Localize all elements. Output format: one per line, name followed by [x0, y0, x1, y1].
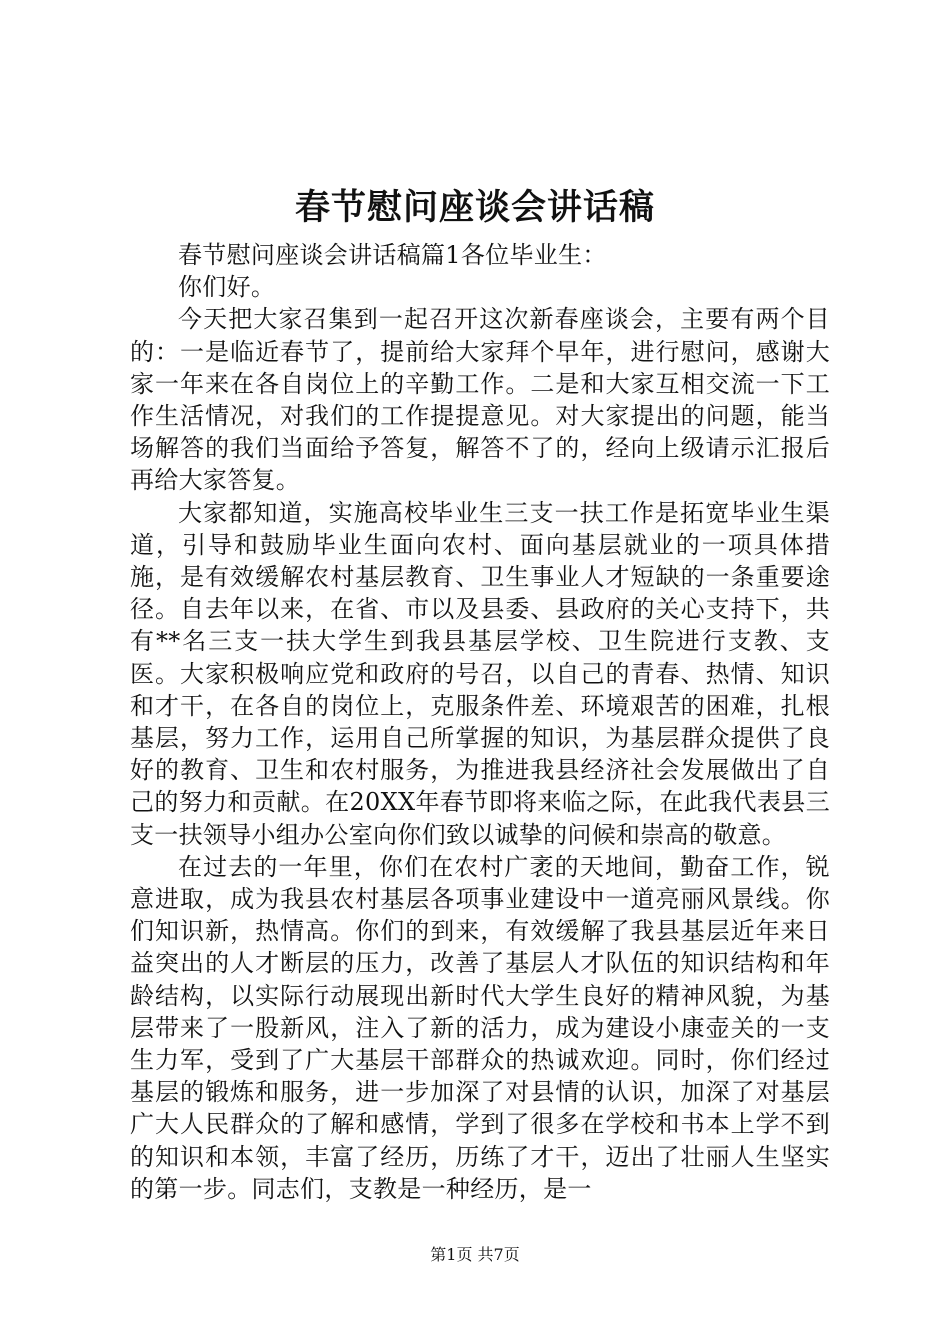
page-number-footer: 第1页 共7页: [430, 1245, 520, 1264]
paragraph-background: 大家都知道，实施高校毕业生三支一扶工作是拓宽毕业生渠道，引导和鼓励毕业生面向农村、面向基层就业的一项具体措施，是有效缓解农村基层教育、卫生事业人才短缺的一条重要途径。自去年以来，在省、市以及县委、县政府的关心支持下，共有**名三支一扶大学生到我县基层学校、卫生院进行支教、支医。大家积极响应党和政府的号召，以自己的青春、热情、知识和才干，在各自的岗位上，克服条件差、环境艰苦的困难，扎根基层，努力工作，运用自己所掌握的知识，为基层群众提供了良好的教育、卫生和农村服务，为推进我县经济社会发展做出了自己的努力和贡献。在20XX年春节即将来临之际，在此我代表县三支一扶领导小组办公室向你们致以诚挚的问候和崇高的敬意。: [130, 498, 830, 849]
paragraph-purpose: 今天把大家召集到一起召开这次新春座谈会，主要有两个目的：一是临近春节了，提前给大家拜个早年，进行慰问，感谢大家一年来在各自岗位上的辛勤工作。二是和大家互相交流一下工作生活情况，对我们的工作提提意见。对大家提出的问题，能当场解答的我们当面给予答复，解答不了的，经向上级请示汇报后再给大家答复。: [130, 305, 830, 495]
paragraph-greeting: 你们好。: [178, 273, 276, 302]
paragraph-greeting-heading: 春节慰问座谈会讲话稿篇1各位毕业生：: [178, 241, 607, 269]
document-title: 春节慰问座谈会讲话稿: [294, 187, 655, 228]
paragraph-achievements: 在过去的一年里，你们在农村广袤的天地间，勤奋工作，锐意进取，成为我县农村基层各项事业建设中一道亮丽风景线。你们知识新，热情高。你们的到来，有效缓解了我县基层近年来日益突出的人才断层的压力，改善了基层人才队伍的知识结构和年龄结构，以实际行动展现出新时代大学生良好的精神风貌，为基层带来了一股新风，注入了新的活力，成为建设小康壶关的一支生力军，受到了广大基层干部群众的热诚欢迎。同时，你们经过基层的锻炼和服务，进一步加深了对县情的认识，加深了对基层广大人民群众的了解和感情，学到了很多在学校和书本上学不到的知识和本领，丰富了经历，历练了才干，迈出了壮丽人生坚实的第一步。同志们，支教是一种经历，是一: [130, 852, 830, 1203]
document-body: [130, 239, 830, 1205]
